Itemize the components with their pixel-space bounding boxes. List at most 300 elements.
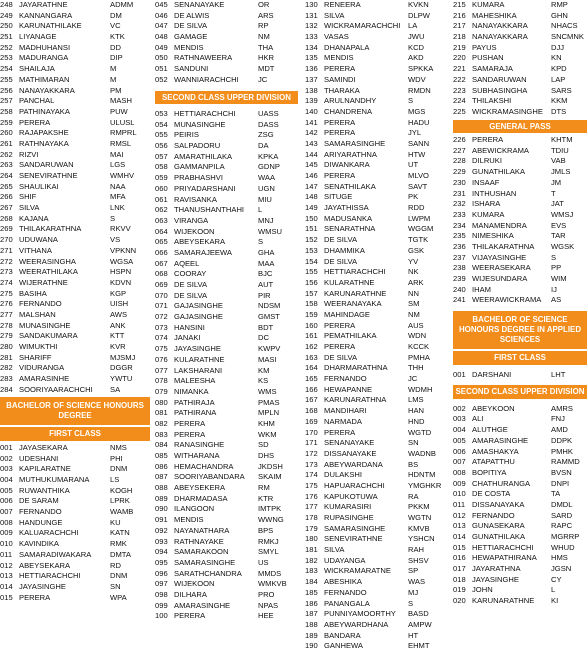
- row-number: 218: [453, 32, 466, 42]
- student-initials: PKKM: [408, 502, 430, 512]
- student-initials: SP: [408, 566, 419, 576]
- student-name: PERERA: [324, 64, 356, 74]
- student-initials: DMTA: [110, 549, 131, 559]
- student-initials: KPKA: [258, 151, 279, 161]
- student-name: WIJERATHNE: [19, 277, 68, 287]
- row-number: 008: [0, 517, 13, 527]
- row-number: 229: [453, 167, 466, 177]
- row-number: 233: [453, 209, 466, 219]
- result-row: [305, 588, 448, 599]
- result-row: [453, 436, 587, 447]
- student-initials: NDSM: [258, 301, 281, 311]
- student-name: MENDIS: [174, 42, 204, 52]
- result-row: [453, 425, 587, 436]
- result-row: [155, 216, 298, 227]
- row-number: 172: [305, 448, 318, 458]
- student-initials: KWPV: [258, 344, 281, 354]
- result-row: [305, 438, 448, 449]
- row-number: 217: [453, 21, 466, 31]
- result-row: [0, 150, 150, 161]
- row-number: 274: [0, 277, 13, 287]
- student-initials: S: [408, 96, 414, 106]
- result-row: [0, 203, 150, 214]
- result-row: [305, 641, 448, 652]
- row-number: 263: [0, 160, 13, 170]
- student-initials: YWTU: [110, 374, 133, 384]
- student-name: DIWANKARA: [324, 160, 370, 170]
- row-number: 253: [0, 53, 13, 63]
- student-initials: RMP: [551, 0, 568, 9]
- result-row: [0, 299, 150, 310]
- row-number: 134: [305, 42, 318, 52]
- result-row: [0, 171, 150, 182]
- student-name: JAYASINGHE: [472, 574, 519, 584]
- result-row: [305, 460, 448, 471]
- result-row: [155, 366, 298, 377]
- result-row: [453, 221, 587, 232]
- result-row: [155, 269, 298, 280]
- student-initials: VC: [110, 21, 121, 31]
- student-initials: DDPK: [551, 435, 573, 445]
- student-initials: NM: [408, 309, 420, 319]
- student-name: KALUARACHCHI: [19, 528, 79, 538]
- student-name: MUNASINGHE: [174, 119, 226, 129]
- row-number: 216: [453, 10, 466, 20]
- student-initials: KTK: [110, 32, 125, 42]
- student-initials: BDT: [258, 322, 274, 332]
- section-header-degree: BACHELOR OF SCIENCE HONOURS DEGREE: [0, 397, 150, 425]
- result-row: [155, 440, 298, 451]
- student-name: THANUSHANTHAHI: [174, 205, 245, 215]
- result-row: [155, 291, 298, 302]
- row-number: 139: [305, 96, 318, 106]
- row-number: 130: [305, 0, 318, 9]
- row-number: 051: [155, 64, 168, 74]
- student-name: PATHIRANA: [174, 408, 217, 418]
- student-initials: WADNB: [408, 448, 436, 458]
- result-row: [305, 53, 448, 64]
- row-number: 275: [0, 288, 13, 298]
- student-name: INSAAF: [472, 177, 500, 187]
- student-initials: WWNG: [258, 515, 284, 525]
- student-name: INTHUSHAN: [472, 188, 517, 198]
- row-number: 065: [155, 237, 168, 247]
- row-number: 153: [305, 245, 318, 255]
- row-number: 182: [305, 555, 318, 565]
- row-number: 069: [155, 280, 168, 289]
- student-name: GUNASEKARA: [472, 521, 525, 531]
- result-row: [305, 385, 448, 396]
- student-name: PATHIRAJA: [174, 397, 215, 407]
- result-row: [453, 253, 587, 264]
- student-initials: SANN: [408, 138, 430, 148]
- student-initials: PM: [110, 85, 122, 95]
- results-column-1: [0, 0, 150, 602]
- student-initials: KCD: [408, 42, 425, 52]
- row-number: 045: [155, 0, 168, 9]
- student-name: DISSANAYAKE: [324, 448, 377, 458]
- student-name: WIJESUNDARA: [472, 274, 528, 283]
- section-header-class: SECOND CLASS UPPER DIVISION: [453, 385, 587, 399]
- student-initials: TGTK: [408, 235, 429, 245]
- row-number: 174: [305, 470, 318, 480]
- row-number: 219: [453, 42, 466, 52]
- student-initials: LS: [110, 475, 120, 484]
- student-name: SAMARADIWAKARA: [19, 549, 92, 559]
- row-number: 258: [0, 106, 13, 116]
- result-row: [155, 430, 298, 441]
- row-number: 075: [155, 344, 168, 354]
- row-number: 155: [305, 267, 318, 277]
- student-initials: MAI: [110, 149, 124, 159]
- row-number: 224: [453, 96, 466, 106]
- result-row: [453, 596, 587, 607]
- result-row: [155, 569, 298, 580]
- student-name: JAYARATHNA: [472, 564, 521, 574]
- result-row: [0, 267, 150, 278]
- student-name: FERNANDO: [324, 374, 367, 384]
- result-row: [305, 160, 448, 171]
- result-row: [453, 404, 587, 415]
- student-name: SUBHASINGHA: [472, 85, 528, 95]
- student-name: GAMMANPILA: [174, 162, 225, 172]
- row-number: 189: [305, 630, 318, 640]
- student-name: SANDUNI: [174, 64, 209, 74]
- student-initials: WDN: [408, 331, 427, 341]
- student-name: KAVINDIKA: [19, 539, 59, 549]
- row-number: 254: [0, 64, 13, 74]
- student-name: KAPUKOTUWA: [324, 491, 378, 501]
- student-initials: L: [258, 205, 263, 215]
- student-initials: DJJ: [551, 42, 565, 52]
- result-row: [155, 280, 298, 291]
- student-name: KULARATHNE: [324, 277, 375, 287]
- student-name: SHIF: [19, 192, 37, 202]
- row-number: 251: [0, 32, 13, 42]
- student-initials: WAS: [408, 577, 426, 587]
- result-row: [0, 43, 150, 54]
- section-header-class: FIRST CLASS: [0, 427, 150, 441]
- student-initials: ARS: [258, 10, 274, 20]
- row-number: 170: [305, 427, 318, 437]
- row-number: 146: [305, 171, 318, 180]
- student-initials: BVSN: [551, 467, 572, 477]
- student-initials: AMRS: [551, 403, 573, 413]
- row-number: 056: [155, 141, 168, 151]
- student-initials: MASI: [258, 354, 277, 364]
- result-row: [305, 470, 448, 481]
- student-name: RATHNAYAKA: [19, 138, 69, 148]
- result-row: [155, 333, 298, 344]
- student-name: PRIYADARSHANI: [174, 183, 236, 193]
- result-row: [155, 558, 298, 569]
- student-name: MENDIS: [324, 53, 354, 63]
- row-number: 085: [155, 451, 168, 460]
- row-number: 014: [0, 581, 13, 591]
- student-initials: JC: [258, 74, 268, 84]
- row-number: 014: [453, 532, 466, 541]
- row-number: 012: [0, 560, 13, 570]
- student-initials: KMVB: [408, 523, 430, 533]
- row-number: 187: [305, 609, 318, 619]
- row-number: 250: [0, 21, 13, 31]
- result-row: [305, 64, 448, 75]
- student-name: SHAILAJA: [19, 64, 55, 74]
- result-row: [305, 139, 448, 150]
- student-name: FERNANDO: [19, 299, 62, 309]
- result-row: [155, 504, 298, 515]
- student-initials: WGTN: [408, 513, 432, 522]
- student-name: KARUNARATHNA: [324, 395, 387, 405]
- student-name: NARMADA: [324, 416, 362, 426]
- results-list: [0, 0, 150, 395]
- row-number: 190: [305, 641, 318, 651]
- result-row: [0, 224, 150, 235]
- result-row: [155, 237, 298, 248]
- student-name: PERERA: [324, 171, 356, 180]
- result-row: [305, 21, 448, 32]
- result-row: [453, 468, 587, 479]
- student-name: BOPITIYA: [472, 467, 507, 477]
- student-name: NIMESHIKA: [472, 231, 514, 241]
- row-number: 175: [305, 480, 318, 490]
- student-initials: OR: [258, 0, 270, 9]
- row-number: 005: [453, 435, 466, 445]
- student-name: WICKRAMARATNE: [324, 566, 391, 576]
- row-number: 136: [305, 64, 318, 74]
- row-number: 256: [0, 85, 13, 95]
- student-initials: RP: [258, 21, 269, 31]
- row-number: 168: [305, 406, 318, 416]
- result-row: [305, 502, 448, 513]
- row-number: 089: [155, 493, 168, 503]
- student-initials: NPAS: [258, 600, 279, 610]
- student-initials: GSK: [408, 245, 425, 255]
- student-name: SAMINDI: [324, 74, 356, 84]
- row-number: 006: [453, 446, 466, 456]
- result-row: [305, 182, 448, 193]
- row-number: 149: [305, 203, 318, 213]
- student-name: PERERA: [324, 320, 356, 330]
- result-row: [453, 553, 587, 564]
- result-row: [453, 199, 587, 210]
- student-initials: DMDL: [551, 499, 573, 509]
- result-row: [305, 75, 448, 86]
- result-row: [0, 475, 150, 486]
- student-initials: PUW: [110, 106, 128, 116]
- student-name: NAYANATHARA: [174, 525, 230, 535]
- row-number: 062: [155, 205, 168, 215]
- row-number: 145: [305, 160, 318, 170]
- student-initials: AMPW: [408, 619, 432, 629]
- section-header-degree: BACHELOR OF SCIENCE HONOURS DEGREE IN APPLIED SCIENCES: [453, 311, 587, 349]
- student-initials: KCCK: [408, 342, 430, 351]
- result-row: [0, 128, 150, 139]
- row-number: 099: [155, 600, 168, 610]
- row-number: 048: [155, 32, 168, 42]
- result-row: [305, 192, 448, 203]
- row-number: 011: [0, 549, 13, 559]
- student-initials: SNCMNK: [551, 32, 584, 42]
- student-name: ABEYWARDHANA: [324, 619, 389, 629]
- result-row: [155, 109, 298, 120]
- student-name: VIRANGA: [174, 215, 209, 225]
- student-initials: GMST: [258, 312, 280, 322]
- student-name: RUPASINGHE: [324, 513, 374, 522]
- result-row: [453, 447, 587, 458]
- result-row: [453, 521, 587, 532]
- student-initials: RM: [258, 483, 270, 493]
- student-name: WEERASINGHA: [19, 256, 76, 266]
- student-initials: MLVO: [408, 171, 429, 180]
- result-row: [453, 532, 587, 543]
- result-row: [453, 0, 587, 11]
- student-name: RAVISANKA: [174, 194, 217, 204]
- result-row: [155, 387, 298, 398]
- result-row: [453, 511, 587, 522]
- result-row: [155, 590, 298, 601]
- student-initials: VPKNN: [110, 245, 137, 255]
- row-number: 237: [453, 252, 466, 262]
- student-initials: DASS: [258, 119, 279, 129]
- student-name: WIMUKTHI: [19, 342, 58, 351]
- student-initials: NAA: [110, 181, 126, 191]
- student-initials: BJC: [258, 269, 273, 279]
- student-name: WIJEKOON: [174, 226, 215, 236]
- row-number: 220: [453, 53, 466, 63]
- student-initials: WAMB: [110, 507, 134, 517]
- student-name: THILAKARATHNA: [19, 224, 82, 234]
- result-row: [305, 481, 448, 492]
- student-initials: JC: [408, 374, 418, 384]
- result-row: [453, 575, 587, 586]
- result-row: [0, 21, 150, 32]
- row-number: 137: [305, 74, 318, 84]
- student-initials: LNK: [110, 203, 125, 213]
- row-number: 270: [0, 235, 13, 245]
- student-name: MANAMENDRA: [472, 220, 527, 230]
- student-name: DHARMADASA: [174, 493, 228, 503]
- student-initials: KVR: [110, 342, 126, 351]
- student-initials: KU: [110, 517, 121, 527]
- student-initials: AWS: [110, 309, 128, 319]
- result-row: [155, 227, 298, 238]
- results-list: [305, 0, 448, 652]
- result-row: [453, 242, 587, 253]
- student-name: ARULNANDHY: [324, 96, 377, 106]
- student-initials: WGGM: [408, 224, 434, 234]
- student-name: MENDIS: [174, 515, 204, 525]
- student-name: KARUNARATHNE: [472, 596, 535, 606]
- result-row: [0, 214, 150, 225]
- student-name: PERERA: [174, 418, 206, 428]
- student-name: JAYASINGHE: [174, 344, 221, 354]
- result-row: [453, 86, 587, 97]
- row-number: 020: [453, 596, 466, 606]
- row-number: 086: [155, 461, 168, 471]
- student-initials: MGRRP: [551, 532, 580, 541]
- student-name: ABESHIKA: [324, 577, 362, 587]
- student-initials: DM: [110, 10, 122, 20]
- student-initials: SAVT: [408, 181, 428, 191]
- student-initials: WMS: [258, 386, 277, 396]
- result-row: [0, 496, 150, 507]
- row-number: 094: [155, 547, 168, 557]
- row-number: 232: [453, 199, 466, 209]
- student-name: DE SILVA: [174, 280, 208, 289]
- student-name: FERNANDO: [472, 510, 515, 520]
- student-initials: TDIU: [551, 145, 569, 155]
- student-initials: UGN: [258, 183, 275, 193]
- student-name: SAMARASINGHE: [324, 138, 386, 148]
- student-initials: NHACS: [551, 21, 578, 31]
- row-number: 003: [0, 464, 13, 474]
- result-row: [155, 184, 298, 195]
- student-initials: WMKVB: [258, 579, 287, 589]
- student-name: NANAYAKKARA: [19, 85, 75, 95]
- row-number: 081: [155, 408, 168, 418]
- student-name: PERERA: [174, 429, 206, 439]
- result-row: [305, 599, 448, 610]
- row-number: 180: [305, 534, 318, 544]
- student-initials: KHM: [258, 418, 275, 428]
- student-initials: WGTD: [408, 427, 432, 437]
- student-name: SENEVIRATHNE: [19, 171, 78, 180]
- result-row: [453, 135, 587, 146]
- result-row: [155, 451, 298, 462]
- result-row: [453, 564, 587, 575]
- row-number: 252: [0, 42, 13, 52]
- student-initials: WMHV: [110, 171, 135, 180]
- student-name: HANSINI: [174, 322, 205, 332]
- student-initials: MASH: [110, 96, 132, 106]
- result-row: [305, 513, 448, 524]
- result-row: [155, 344, 298, 355]
- results-list: [155, 109, 298, 622]
- student-name: NANAYAKKARA: [472, 32, 528, 42]
- student-initials: HTW: [408, 149, 426, 159]
- student-initials: JAT: [551, 199, 564, 209]
- student-initials: BS: [408, 459, 419, 469]
- student-initials: FNJ: [551, 414, 565, 424]
- student-name: SAMARAJEEWA: [174, 247, 232, 257]
- student-name: KAPILARATNE: [19, 464, 71, 474]
- result-row: [155, 312, 298, 323]
- result-row: [305, 620, 448, 631]
- result-row: [453, 210, 587, 221]
- result-row: [155, 0, 298, 11]
- result-row: [305, 214, 448, 225]
- result-row: [155, 248, 298, 259]
- student-initials: NMS: [110, 442, 127, 452]
- result-row: [155, 120, 298, 131]
- student-initials: YV: [408, 256, 419, 266]
- result-row: [305, 631, 448, 642]
- student-name: CHATHURANGA: [472, 478, 531, 488]
- student-name: SENATHILAKA: [324, 181, 376, 191]
- result-row: [305, 267, 448, 278]
- student-initials: AUT: [258, 280, 274, 289]
- student-initials: SN: [110, 581, 121, 591]
- student-initials: SHSV: [408, 555, 429, 565]
- student-name: WICKRAMARACHCHI: [324, 21, 401, 31]
- student-name: WANNIARACHCHI: [174, 74, 239, 84]
- student-initials: LAP: [551, 74, 566, 84]
- result-row: [0, 32, 150, 43]
- student-name: HETTIARACHCHI: [174, 109, 236, 118]
- row-number: 004: [0, 475, 13, 484]
- student-name: DE ALWIS: [174, 10, 210, 20]
